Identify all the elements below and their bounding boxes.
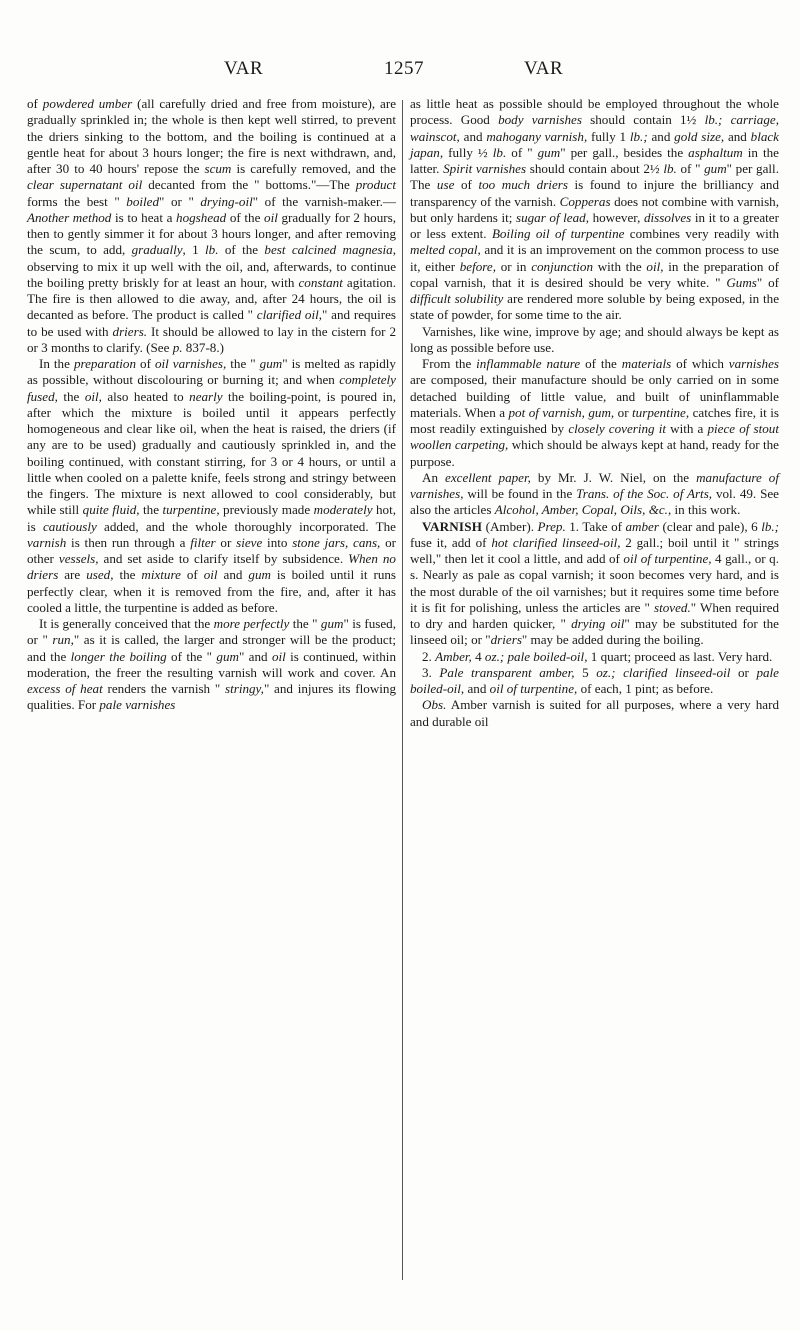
text-run: It is generally conceived that the (39, 616, 214, 631)
text-run: the (139, 502, 163, 518)
text-run: , observing to mix it up well with the oil, and, afterwards, to continue the boiling pretty briskly for at least an hour, with (27, 242, 396, 290)
italic-run: constant (298, 274, 343, 290)
italic-run: When no driers (27, 551, 396, 583)
italic-run: used, (86, 567, 114, 583)
italic-run: lb.; (761, 518, 780, 534)
italic-run: driers (490, 632, 522, 648)
italic-run: vessels, (58, 551, 99, 566)
italic-run: varnishes (728, 356, 779, 371)
italic-run: asphaltum (688, 144, 743, 160)
text-run: It should be allowed to lay in the cistern for 2 or 3 months to clarify. (See (27, 323, 397, 355)
right-column (410, 96, 779, 730)
left-column (27, 96, 396, 714)
italic-run: driers. (112, 323, 148, 339)
italic-run: lb. (205, 242, 219, 258)
text-run: In the (39, 356, 74, 371)
text-run: renders the varnish " (102, 681, 225, 696)
text-run: decanted from the " bottoms."—The (142, 177, 356, 193)
text-run: " and injures its flowing qualities. For (27, 681, 397, 713)
italic-run: Trans. of the Soc. of Arts, (576, 486, 713, 501)
text-run: are composed, their manufacture should be only carried on in some detached building of little value, and built of uninflammable materials. When a (410, 372, 779, 420)
italic-run: Pale transparent amber, (439, 664, 575, 680)
italic-run: difficult solubility (410, 291, 504, 306)
italic-run: Obs. (422, 697, 447, 713)
text-run: " per gall. The (410, 161, 779, 193)
observation-note (410, 697, 779, 730)
italic-run: stone jars, cans, (292, 534, 381, 550)
italic-run: quite fluid, (82, 502, 140, 518)
italic-run: pale boiled-oil, (410, 664, 779, 696)
italic-run: nearly (189, 388, 223, 404)
text-run: Varnishes, like wine, improve by age; and should always be kept as long as possible before use. (410, 323, 779, 355)
italic-run: sieve (236, 534, 263, 550)
text-run: by Mr. J. W. Niel, on the (530, 469, 697, 485)
italic-run: Copperas (559, 193, 611, 209)
text-run: From the (422, 356, 477, 371)
italic-run: drying oil (571, 616, 625, 631)
text-run: or other (27, 534, 396, 566)
text-run: is then run through a (66, 534, 191, 550)
italic-run: hogshead (176, 209, 227, 225)
text-run: " When required to dry and harden quicker, " (410, 599, 780, 631)
text-run: in this work. (671, 502, 741, 518)
text-run: and (464, 681, 490, 696)
italic-run: gold size, (674, 128, 725, 144)
text-run: of each, 1 pint; as before. (577, 681, 714, 696)
text-run: or in (496, 258, 532, 274)
text-run: An (422, 469, 446, 485)
text-run: or (614, 404, 633, 420)
text-run: " of the varnish-maker.— (252, 193, 396, 209)
italic-run: oil (271, 648, 286, 664)
italic-run: excess of heat (27, 681, 103, 696)
text-run: 4 gall., or q. s. Nearly as pale as copal varnish; it soon becomes very hard, and is the most durable of the oil varnishes; but it requires some time before it is fit for polishing, unless the articles are " (410, 551, 779, 615)
text-run: is continued, within moderation, the freer the resulting varnish will work and cover. An (27, 648, 396, 680)
italic-run: lb. (663, 161, 677, 176)
italic-run: mahogany varnish, (486, 128, 588, 144)
text-run: previously made (219, 502, 314, 518)
italic-run: gradually (131, 242, 183, 258)
text-run: Amber varnish is suited for all purposes, where a very hard and durable oil (410, 697, 779, 729)
paragraph-fire-safety (410, 356, 779, 470)
text-run: the " (289, 616, 321, 631)
text-run: of " (506, 144, 538, 160)
italic-run: gum (216, 648, 239, 664)
recipe-3 (410, 665, 779, 698)
italic-run: mixture (141, 567, 181, 583)
italic-run: oz.; pale boiled-oil, (484, 648, 588, 664)
text-run: of " (676, 161, 705, 176)
italic-run: clarified oil, (256, 307, 323, 323)
paragraph-gum-fusing (27, 616, 396, 714)
text-run: or (215, 534, 237, 550)
text-run: of the " (166, 648, 217, 664)
text-run: the (57, 388, 85, 404)
italic-run: stoved. (654, 599, 691, 615)
text-run: 3. (422, 664, 440, 680)
text-run: should contain about 2½ (526, 161, 664, 176)
text-run: is boiled until it runs perfectly clear, when it is removed from the fire, and, after it has cooled a little, the turpentine is added as before. (27, 567, 397, 615)
italic-run: oil, (646, 258, 664, 274)
italic-run: lb.; (629, 128, 648, 144)
text-run: 1. Take of (565, 518, 626, 534)
text-run: " per gall., besides the (560, 144, 689, 160)
italic-run: clear supernatant oil (27, 177, 143, 193)
italic-run: hot clarified linseed-oil, (491, 534, 621, 550)
text-run: 5 (574, 664, 597, 680)
text-run: 4 (471, 648, 485, 664)
italic-run: scum (204, 161, 232, 176)
italic-run: more perfectly (213, 616, 290, 631)
text-run: however, (588, 209, 644, 225)
italic-run: conjunction (531, 258, 594, 274)
text-run: " and requires to be used with (27, 307, 396, 339)
italic-run: best calcined magnesia (264, 242, 393, 258)
italic-run: turpentine, (162, 502, 220, 518)
text-run: which should be always kept at hand, ready for the purpose. (410, 437, 779, 469)
text-run: in the latter. (410, 144, 779, 176)
italic-run: Gums (726, 274, 757, 290)
italic-run: drying-oil (200, 193, 253, 209)
text-run: fully 1 (587, 128, 630, 144)
italic-run: gum (248, 567, 271, 583)
text-run: vol. 49. See also the articles (410, 486, 779, 518)
italic-run: lb. (492, 144, 507, 160)
text-run: of (136, 356, 155, 371)
text-run: or (730, 664, 757, 680)
page-number: 1257 (384, 58, 424, 79)
text-run: is found to injure the brilliancy and transparency of the varnish. (410, 177, 779, 209)
italic-run: preparation (73, 356, 137, 371)
text-run: fully ½ (443, 144, 493, 160)
text-run: " is melted as rapidly as possible, without discolouring or burning it; and when (27, 356, 396, 388)
text-run: (clear and pale), 6 (658, 518, 762, 534)
italic-run: dissolves (643, 209, 692, 225)
italic-run: manufacture of varnishes, (410, 469, 779, 501)
italic-run: excellent paper, (445, 469, 531, 485)
text-run: will be found in the (463, 486, 577, 501)
italic-run: longer the boiling (70, 648, 167, 664)
text-run: and it is an improvement on the common process to use it, either (410, 242, 779, 274)
text-run: of (454, 177, 479, 193)
italic-run: Amber, (435, 648, 472, 664)
italic-run: powdered umber (42, 96, 133, 111)
text-run: of the (218, 242, 265, 258)
text-run: " is fused, or " (27, 616, 396, 648)
text-run: of which (671, 356, 729, 371)
italic-run: pot of varnish, gum, (508, 404, 615, 420)
header-right-guide-word: VAR (524, 58, 564, 79)
text-run: " may be added during the boiling. (521, 632, 704, 648)
text-run: and (724, 128, 751, 144)
italic-run: Boiling oil of turpentine (491, 226, 625, 241)
text-run: the (113, 567, 142, 583)
italic-run: gum (537, 144, 561, 160)
text-run: " of (756, 274, 780, 290)
text-run: of the (226, 209, 265, 225)
text-run: " may be substituted for the linseed oil; or " (410, 616, 779, 648)
text-run: of (27, 96, 43, 111)
italic-run: product (355, 177, 396, 193)
italic-run: turpentine, (632, 404, 690, 420)
paragraph-umber-driers (27, 96, 396, 356)
italic-run: piece of stout woollen carpeting, (410, 421, 779, 453)
italic-run: oil of turpentine, (623, 551, 712, 566)
text-run: as little heat as possible should be employed throughout the whole process. Good (410, 96, 779, 128)
column-divider (402, 100, 403, 1280)
text-run: of the (580, 356, 622, 371)
entry-body (410, 519, 779, 648)
paragraph-gum-quantities (410, 96, 779, 324)
italic-run: lb.; carriage, wainscot, (410, 112, 779, 144)
text-run: added, and the whole thoroughly incorporated. The (96, 518, 396, 534)
text-run: the " (226, 356, 260, 371)
text-run: are rendered more soluble by being exposed, in the state of powder, for some time to the air. (410, 291, 780, 323)
text-run: in the preparation of copal varnish, that it is desired should be very white. " (410, 258, 779, 290)
text-run: fuse it, add of (410, 534, 492, 550)
italic-run: closely covering it (568, 421, 666, 436)
italic-run: inflammable nature (476, 356, 581, 371)
italic-run: oil (264, 209, 278, 225)
text-run: should contain 1½ (581, 112, 705, 128)
entry-title: VARNISH (422, 518, 483, 534)
text-run: with the (593, 258, 647, 274)
text-run: with a (666, 421, 708, 436)
text-run: 837-8.) (182, 339, 224, 355)
paragraph-preparation-oil-varnishes (27, 356, 396, 616)
italic-run: run, (52, 632, 74, 648)
italic-run: use (436, 177, 455, 193)
text-run: combines very readily with (624, 226, 779, 241)
text-run: , 1 (182, 242, 206, 258)
italic-run: before, (459, 258, 496, 274)
entry-varnish-amber (410, 519, 779, 649)
italic-run: p. (172, 339, 183, 355)
italic-run: materials (621, 356, 672, 371)
italic-run: oz.; clarified linseed-oil (596, 664, 731, 680)
recipe-2 (410, 649, 779, 665)
italic-run: oil (203, 567, 218, 583)
text-run: (Amber). (482, 518, 538, 534)
text-run: and (459, 128, 487, 144)
italic-run: gum (259, 356, 283, 371)
text-run: " and (238, 648, 272, 664)
text-run: and (217, 567, 249, 583)
paragraph-varnish-aging (410, 324, 779, 357)
header-left-guide-word: VAR (224, 58, 264, 79)
italic-run: filter (190, 534, 216, 550)
text-run: is carefully removed, and the (231, 161, 396, 176)
running-header (0, 58, 800, 82)
italic-run: Alcohol, Amber, Copal, Oils, &c., (494, 502, 672, 518)
text-run: and (647, 128, 675, 144)
italic-run: body varnishes (498, 112, 582, 128)
italic-run: oil varnishes, (154, 356, 227, 371)
italic-run: completely fused, (27, 372, 396, 404)
text-run: forms the best " (27, 193, 127, 209)
text-run: into (262, 534, 293, 550)
italic-run: melted copal, (410, 242, 481, 258)
italic-run: boiled (126, 193, 160, 209)
italic-run: pale varnishes (99, 697, 176, 713)
text-run: agitation. The fire is then allowed to die away, and, after 24 hours, the oil is decanted as before. The product is called " (27, 274, 396, 323)
italic-run: stringy, (225, 681, 264, 696)
text-run: " as it is called, the larger and stronger will be the product; and the (27, 632, 396, 664)
text-run: gradually for 2 hours, then to gently simmer it for about 3 hours longer, and after removing the scum, to add, (27, 209, 396, 258)
italic-run: Prep. (537, 518, 566, 534)
text-run: is to heat a (111, 209, 177, 225)
italic-run: oil, (84, 388, 102, 404)
italic-run: Spirit varnishes (443, 161, 527, 176)
text-run: (all carefully dried and free from moisture), are gradually sprinkled in; the whole is then kept well stirred, to prevent the driers sinking to the bottom, and the boiling is continued at a gentle heat for about 3 hours longer; the fire is next withdrawn, and, after 30 to 40 hours' repose the (27, 96, 397, 176)
text-run: are (58, 567, 87, 583)
italic-run: amber (625, 518, 659, 534)
italic-run: gum (704, 161, 727, 176)
text-run: " or " (159, 193, 201, 209)
text-run: 1 quart; proceed as last. Very hard. (587, 648, 773, 664)
paragraph-references (410, 470, 779, 519)
italic-run: sugar of lead, (515, 209, 589, 225)
text-run: the boiling-point, is poured in, after which the mixture is boiled until it appears perfectly homogeneous and clear like oil, when the heat is raised, the driers (if any are to be used) gradually and cautiously sprinkled in, and the boiling continued, with constant stirring, for 3 or 4 hours, or until a little when cooled on a palette knife, feels strong and stringy between the fingers. The mixture is next allowed to cool considerably, but while still (27, 388, 396, 518)
italic-run: moderately (313, 502, 373, 518)
text-run: does not combine with varnish, but only hardens it; (410, 193, 779, 225)
text-run: in it to a greater or less extent. (410, 209, 779, 241)
text-run: of (180, 567, 204, 583)
italic-run: cautiously (42, 518, 97, 534)
text-run: 2. (422, 648, 436, 664)
italic-run: varnish (27, 534, 67, 550)
text-run: 2 gall.; boil until it " strings well," then let it cool a little, and add of (410, 534, 779, 566)
italic-run: gum (320, 616, 344, 631)
italic-run: too much driers (478, 177, 568, 193)
text-run: hot, is (27, 502, 396, 534)
text-run: and set aside to clarify itself by subsidence. (98, 551, 349, 566)
italic-run: Another method (27, 209, 112, 225)
italic-run: black japan, (410, 128, 779, 160)
text-run: catches fire, it is most readily extinguished by (410, 404, 779, 436)
text-run: also heated to (101, 388, 190, 404)
italic-run: oil of turpentine, (489, 681, 578, 696)
